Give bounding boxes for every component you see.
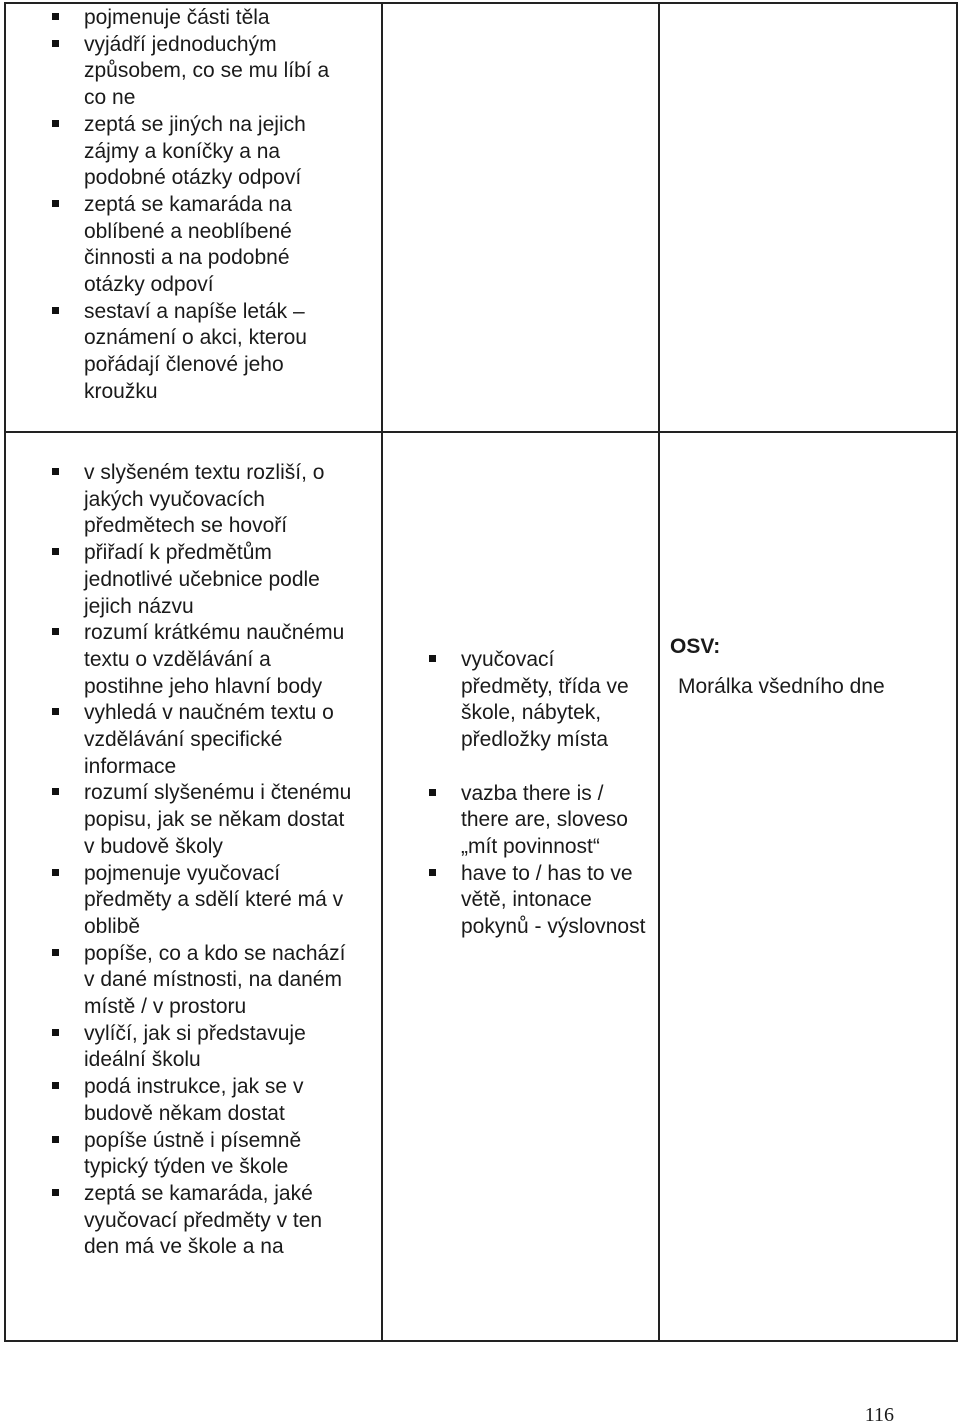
row-divider: [4, 431, 958, 433]
list-item: rozumí slyšenému i čtenému popisu, jak se někam dostat v budově školy: [52, 780, 352, 860]
bottom-row-content-list: [429, 647, 651, 941]
list-item: podá instrukce, jak se v budově někam dostat: [52, 1074, 352, 1127]
list-item: vazba there is / there are, sloveso „mít povinnost“: [429, 781, 651, 861]
list-item: popíše, co a kdo se nachází v dané místnosti, na daném místě / v prostoru: [52, 941, 352, 1021]
table-border-top: [4, 2, 958, 4]
list-item: pojmenuje části těla: [52, 5, 352, 32]
page-number: 116: [864, 1404, 894, 1426]
list-item: zeptá se kamaráda na oblíbené a neoblíbené činnosti a na podobné otázky odpoví: [52, 192, 352, 299]
osv-theme: Morálka všedního dne: [678, 675, 885, 698]
column-divider-2: [658, 2, 660, 1342]
list-item: vylíčí, jak si představuje ideální školu: [52, 1021, 352, 1074]
list-item: have to / has to ve větě, intonace pokynů - výslovnost: [429, 861, 651, 941]
table-border-left: [4, 2, 6, 1342]
list-item: popíše ústně i písemně typický týden ve škole: [52, 1128, 352, 1181]
list-item: pojmenuje vyučovací předměty a sdělí které má v oblibě: [52, 861, 352, 941]
list-item: v slyšeném textu rozliší, o jakých vyučovacích předmětech se hovoří: [52, 460, 352, 540]
top-row-outcomes-cell: [52, 5, 352, 406]
list-item: rozumí krátkému naučnému textu o vzdělávání a postihne jeho hlavní body: [52, 620, 352, 700]
list-item: sestaví a napíše leták – oznámení o akci, kterou pořádají členové jeho kroužku: [52, 299, 352, 406]
list-item: zeptá se kamaráda, jaké vyučovací předměty v ten den má ve škole a na: [52, 1181, 352, 1261]
bottom-row-themes-cell: [670, 634, 950, 700]
column-divider-1: [381, 2, 383, 1342]
list-item: přiřadí k předmětům jednotlivé učebnice podle jejich názvu: [52, 540, 352, 620]
bottom-row-outcomes-cell: [52, 460, 352, 1261]
list-item: vyjádří jednoduchým způsobem, co se mu líbí a co ne: [52, 32, 352, 112]
list-item: vyučovací předměty, třída ve škole, nábytek, předložky místa: [429, 647, 651, 754]
table-border-bottom: [4, 1340, 958, 1342]
bottom-row-content-cell: [429, 647, 651, 941]
list-item: vyhledá v naučném textu o vzdělávání specifické informace: [52, 700, 352, 780]
table-border-right: [956, 2, 958, 1342]
list-item: zeptá se jiných na jejich zájmy a koníčky a na podobné otázky odpoví: [52, 112, 352, 192]
bottom-row-outcomes-list: [52, 460, 352, 1261]
top-row-outcomes-list: [52, 5, 352, 406]
osv-heading: OSV:: [670, 635, 721, 658]
